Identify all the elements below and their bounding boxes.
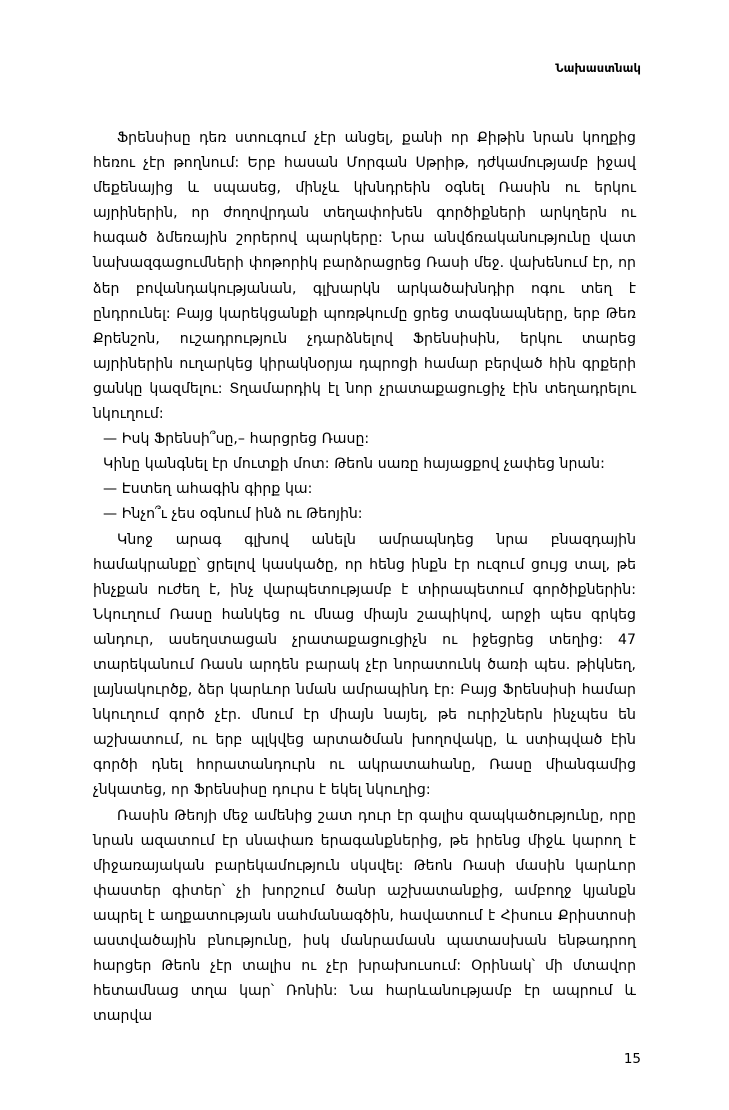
running-header: Նախաստնակ bbox=[555, 61, 641, 75]
paragraph-1: Ֆրենսիսը դեռ ստուգում չէր անցել, քանի որ Քիթին նրան կողքից հեռու չէր թողնում: Երբ հասան Մորգան Սթրիթ, դժկամությամբ իջավ մեքենայից և սպասեց, մինչև կխնդրեին օգնել Ռասին ու երկու այրիներին, որ ժողովրդան տեղափոխեն գործիքների արկղերն ու հագած ձմեռային շորերով պարկերը: Նրա անվճռականությունը վատ նախազգացումների փոթորիկ բարձրացրեց Ռասի մեջ. վախենում էր, որ ձեր բովանդակությանան, գլխարկն արկածախնդիր ոգու տեղ է ընդրունել: Բայց կարեկցանքի պոռթկումը ցրեց տագնապները, երբ Թեռ Քրենշոն, ուշադրություն չդարձնելով Ֆրենսիսին, երկու տարեց այրիներին ուղարկեց կիրակնօրյա դպրոցի համար բերված հին գրքերի ցանկը կազմելու: Տղամարդիկ էլ նոր չրատաքացուցիչ էին տեղադրելու նկուղում: bbox=[93, 130, 636, 423]
body-text-column bbox=[93, 126, 636, 1029]
paragraph-3: Կինը կանգնել էր մուտքի մոտ: Թեոն սառը հայացքով չափեց նրան: bbox=[103, 456, 605, 473]
paragraph-6: Կնոջ արագ գլխով անելն ամրապնդեց նրա բնազդային համակրանքը՝ ցրելով կասկածը, որ հենց ինքն էր ուզում ցույց տալ, թե ինչքան ուժեղ է, ինչ վարպետությամբ է տիրապետում գործիքներին: Նկուղում Ռասը հանկեց ու մնաց միայն շապիկով, արջի պես գրկեց անդուր, ասեղստացան չրատաքացուցիչն ու իջեցրեց տեղից: 47 տարեկանում Ռասն արդեն բարակ չէր նորատունկ ծառի պես. թիկնեղ, լայնակուրծք, ձեր կարևոր նման ամրապինդ էր: Բայց Ֆրենսիսի համար նկուղում գործ չէր. մնում էր միայն նայել, թե ուրիշներն ինչպես են աշխատում, ու երբ պլկվեց արտածման խողովակը, և ստիպված էին գործի դնել հորատանդուրն ու ակրատահանը, Ռասը միանգամից չնկատեց, որ Ֆրենսիսը դուրս է եկել նկուղից: bbox=[93, 531, 636, 799]
paragraph-4-dialogue: — Էստեղ ահագին գիրք կա: bbox=[103, 481, 313, 498]
paragraph-5-dialogue: — Ինչո՞ւ չես օգնում ինձ ու Թեոյին: bbox=[103, 506, 363, 523]
page-number: 15 bbox=[623, 1051, 641, 1067]
paragraph-7: Ռասին Թեոյի մեջ ամենից շատ դուր էր գալիս զապկածությունը, որը նրան ազատում էր սնափառ երագանքներից, թե իրենց միջև կարող է միջառայական բարեկամություն սկսվել: Թեոն Ռասի մասին կարևոր փաստեր գիտեր՝ չի խորշում ծանր աշխատանքից, ամբողջ կյանքն ապրել է աղքատության սահմանագծին, հավատում է Հիսուս Քրիստոսի աստվածային բնությունը, իսկ մանրամասն պատասխան ենթադրող հարցեր Թեոն չէր տալիս ու չէր խրախուսում: Օրինակ՝ մի մտավոր հետամնաց տղա կար՝ Ռոնին: Նա հարևանությամբ էր ապրում և տարվա bbox=[93, 807, 636, 1025]
paragraph-2-dialogue: — Իսկ Ֆրենսի՞սը,– հարցրեց Ռասը: bbox=[103, 431, 370, 448]
